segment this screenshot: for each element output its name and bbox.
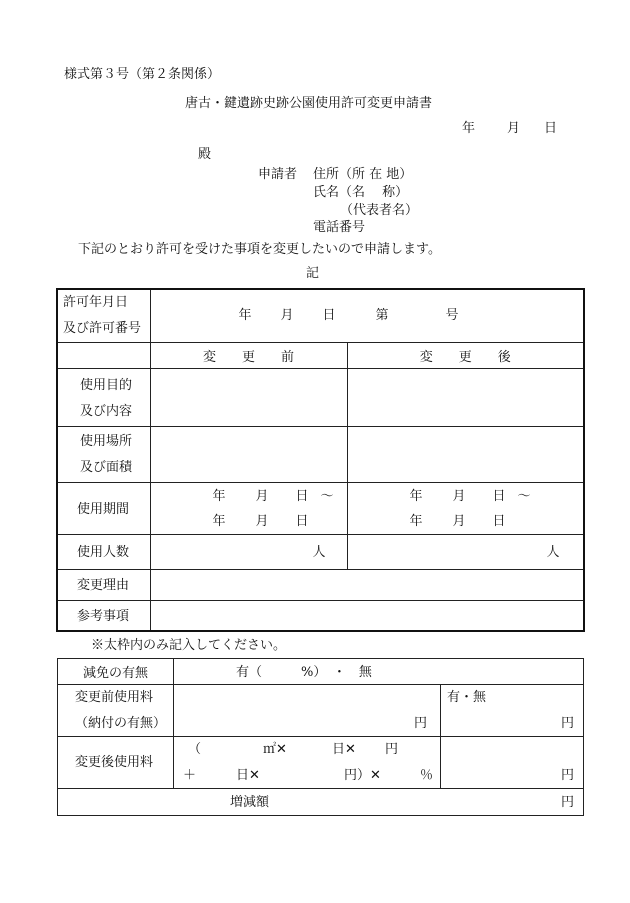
column-header-row [57, 342, 584, 368]
period-after[interactable] [347, 482, 584, 534]
permit-label-cell [57, 289, 150, 342]
after-fee-value[interactable] [441, 737, 584, 789]
people-label-cell [57, 534, 150, 569]
reason-row [57, 569, 584, 600]
exempt-value-cell[interactable] [174, 659, 584, 685]
permit-year: 年 [238, 308, 252, 323]
purpose-after[interactable] [347, 368, 584, 426]
period-before[interactable] [150, 482, 347, 534]
period-after-start-year: 年 [409, 488, 423, 504]
purpose-row [57, 368, 584, 426]
place-label-1: 使用場所 [80, 433, 133, 449]
applicant-label: 申請者 [258, 167, 298, 182]
people-after[interactable] [347, 534, 584, 569]
period-before-end-day: 日 [295, 513, 309, 529]
people-after-unit: 人 [546, 544, 560, 560]
calc-days-2: 日✕ [236, 768, 260, 783]
before-fee-yen: 円 [414, 716, 428, 731]
people-row [57, 534, 584, 569]
permit-value-cell[interactable] [150, 289, 584, 342]
form-number: 様式第３号（第２条関係） [64, 67, 221, 82]
period-before-start-month: 月 [255, 488, 269, 504]
after-header: 変 更 後 [347, 342, 584, 368]
before-header: 変 更 前 [150, 342, 347, 368]
period-after-start-day: 日 [492, 488, 506, 504]
paid-yen: 円 [561, 716, 575, 731]
before-fee-label-2: （納付の有無） [75, 716, 167, 731]
permit-label-1: 許可年月日 [63, 295, 129, 310]
exempt-value: 有（ %） ・ 無 [236, 665, 372, 680]
after-fee-calc[interactable] [174, 737, 441, 789]
period-before-start-year: 年 [212, 488, 226, 504]
period-label-cell [57, 482, 150, 534]
people-label: 使用人数 [77, 544, 130, 560]
date-day: 日 [544, 121, 558, 136]
purpose-label-1: 使用目的 [80, 377, 133, 393]
permit-row [57, 289, 584, 342]
diff-label: 増減額 [230, 795, 270, 810]
period-before-end-year: 年 [212, 513, 226, 529]
purpose-label-2: 及び内容 [80, 403, 133, 419]
period-after-end-month: 月 [452, 513, 466, 529]
reason-label: 変更理由 [77, 577, 130, 593]
date-month: 月 [507, 121, 521, 136]
calc-days: 日✕ [332, 742, 356, 757]
reason-value[interactable] [150, 569, 584, 600]
after-fee-label-cell [58, 737, 174, 789]
statement: 下記のとおり許可を受けた事項を変更したいので申請します。 [78, 242, 441, 257]
period-after-end-day: 日 [492, 513, 506, 529]
fee-table [57, 658, 584, 816]
period-after-tilde: ～ [517, 488, 531, 504]
diff-yen: 円 [561, 795, 575, 810]
permit-day: 日 [322, 308, 336, 323]
period-label: 使用期間 [77, 501, 130, 517]
place-row [57, 426, 584, 482]
address-label: 住所（所 在 地） [313, 167, 413, 182]
reason-label-cell [57, 569, 150, 600]
before-fee-label-1: 変更前使用料 [75, 690, 154, 705]
diff-row [58, 789, 584, 816]
period-row [57, 482, 584, 534]
before-fee-row [58, 685, 584, 737]
notes-value[interactable] [150, 600, 584, 631]
date-year: 年 [462, 121, 476, 136]
before-fee-label-cell [58, 685, 174, 737]
addressee: 殿 [198, 147, 212, 162]
ki-label: 記 [306, 266, 320, 281]
notes-row [57, 600, 584, 631]
calc-plus: ＋ [183, 768, 197, 783]
people-before-unit: 人 [312, 544, 326, 560]
after-fee-yen: 円 [561, 768, 575, 783]
name-label: 氏名（名 称） [313, 185, 409, 200]
calc-rate-yen: 円 [385, 742, 399, 757]
period-after-end-year: 年 [409, 513, 423, 529]
phone-label: 電話番号 [313, 220, 366, 235]
permit-no-suffix: 号 [445, 308, 459, 323]
purpose-label-cell [57, 368, 150, 426]
calc-close: 円）✕ [344, 768, 381, 783]
notes-label-cell [57, 600, 150, 631]
blank-header-cell [57, 342, 150, 368]
place-after[interactable] [347, 426, 584, 482]
purpose-before[interactable] [150, 368, 347, 426]
period-before-tilde: ～ [320, 488, 334, 504]
calc-area-m2: ㎡✕ [263, 742, 287, 757]
people-before[interactable] [150, 534, 347, 569]
period-before-end-month: 月 [255, 513, 269, 529]
fill-in-note: ※太枠内のみ記入してください。 [91, 638, 287, 653]
permit-label-2: 及び許可番号 [63, 321, 142, 336]
diff-cell[interactable] [58, 789, 584, 816]
after-fee-row [58, 737, 584, 789]
permit-no-prefix: 第 [375, 308, 389, 323]
main-table [56, 288, 585, 632]
exempt-label: 減免の有無 [58, 659, 174, 685]
place-label-2: 及び面積 [80, 459, 133, 475]
period-before-start-day: 日 [295, 488, 309, 504]
paid-status-cell[interactable] [441, 685, 584, 737]
calc-open-paren: （ [188, 742, 202, 757]
form-title: 唐古・鍵遺跡史跡公園使用許可変更申請書 [185, 96, 433, 111]
after-fee-label: 変更後使用料 [75, 755, 154, 770]
calc-percent: ％ [420, 768, 434, 783]
representative-label: （代表者名） [340, 203, 419, 218]
place-before[interactable] [150, 426, 347, 482]
exempt-row [58, 659, 584, 685]
place-label-cell [57, 426, 150, 482]
paid-yes-no: 有・無 [447, 690, 487, 705]
permit-month: 月 [280, 308, 294, 323]
period-after-start-month: 月 [452, 488, 466, 504]
notes-label: 参考事項 [77, 608, 130, 624]
before-fee-value[interactable] [174, 685, 441, 737]
